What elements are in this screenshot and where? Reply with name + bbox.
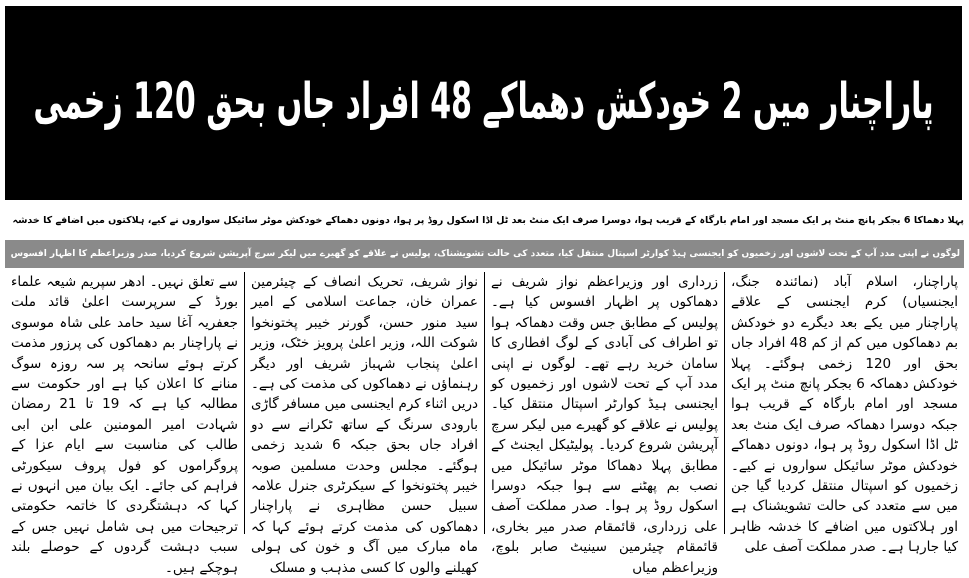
subhead-bar: لوگوں نے اپنی مدد آپ کے تحت لاشوں اور زخمیوں کو ایجنسی ہیڈ کوارٹر اسپتال منتقل کیا، متعدد کی حالت تشویشناک، پولیس نے علاقے کو گھیرے میں لیکر سرچ آپریشن شروع کردیا، صدر وزیراعظم کا اظہار افسوس — [5, 240, 964, 268]
article-column-3: نواز شریف، تحریک انصاف کے چیئرمین عمران خان، جماعت اسلامی کے امیر سید منور حسن، گورنر خیبر پختونخوا شوکت اللہ، وزیر اعلیٰ پرویز خٹک، وزیر اعلیٰ پنجاب شہباز شریف اور دیگر رہنماؤں نے دھماکوں کی مذمت کی ہے۔ دریں اثناء کرم ایجنسی میں مسافر گاڑی بارودی سرنگ کے ساتھ ٹکرانے سے دو افراد جاں بحق جبکہ 6 شدید زخمی ہوگئے۔ مجلس وحدت مسلمین صوبہ خیبر پختونخوا کے سیکرٹری جنرل علامہ سبیل حسن مظاہری نے پاراچنار دھماکوں کی مذمت کرتے ہوئے کہا کہ ماہ مبارک میں آگ و خون کی ہولی کھیلنے والوں کا کسی مذہب و مسلک — [245, 272, 485, 534]
article-columns — [5, 272, 964, 576]
article-column-1: پاراچنار، اسلام آباد (نمائندہ جنگ، ایجنسیاں) کرم ایجنسی کے علاقے پاراچنار میں یکے بعد دیگرے دو خودکش بم دھماکوں میں کم از کم 48 افراد جاں بحق اور 120 زخمی ہوگئے۔ پہلا خودکش دھماکہ 6 بجکر پانچ منٹ پر ایک مسجد اور امام بارگاہ کے قریب ہوا جبکہ دوسرا دھماکہ صرف ایک منٹ بعد ٹل اڈا اسکول روڈ پر ہوا، دونوں دھماکے خودکش موٹر سائیکل سواروں نے کیے۔ زخمیوں کو اسپتال منتقل کردیا گیا جن میں سے متعدد کی حالت تشویشناک ہے اور ہلاکتوں میں اضافے کا خدشہ ظاہر کیا جارہا ہے۔ صدر مملکت آصف علی — [731, 274, 959, 556]
article-column-2: زرداری اور وزیراعظم نواز شریف نے دھماکوں پر اظہار افسوس کیا ہے۔ پولیس کے مطابق جس وقت دھماکہ ہوا تو اطراف کی آبادی کے لوگ افطاری کا سامان خرید رہے تھے۔ لوگوں نے اپنی مدد آپ کے تحت لاشوں اور زخمیوں کو ایجنسی ہیڈ کوارٹر اسپتال منتقل کیا۔ پولیس نے علاقے کو گھیرے میں لیکر سرچ آپریشن شروع کردیا۔ پولیٹیکل ایجنٹ کے مطابق پہلا دھماکا موٹر سائیکل میں نصب بم پھٹنے سے ہوا جبکہ دوسرا اسکول روڈ پر ہوا۔ صدر مملکت آصف علی زرداری، قائمقام صدر میر بخاری، قائمقام چیئرمین سینیٹ صابر بلوچ، وزیراعظم میاں — [485, 272, 725, 534]
article-column-4: سے تعلق نہیں۔ ادھر سپریم شیعہ علماء بورڈ کے سرپرست اعلیٰ قائد ملت جعفریہ آغا سید حامد علی شاہ موسوی نے پاراچنار بم دھماکوں کی پرزور مذمت کرتے ہوئے سانحہ پر سہ روزہ سوگ منانے کا اعلان کیا ہے اور حکومت سے مطالبہ کیا ہے کہ 19 تا 21 رمضان شہادت امیر المومنین علی ابن ابی طالب کی مناسبت سے ایام عزا کے پروگراموں کو فول پروف سیکورٹی فراہم کی جائے۔ ایک بیان میں انہوں نے کہا کہ دہشتگردی کا خاتمہ حکومتی ترجیحات میں ہی شامل نہیں جس کے سبب دہشت گردوں کے حوصلے بلند ہوچکے ہیں۔ — [5, 272, 245, 534]
headline-banner — [5, 6, 962, 200]
headline: پاراچنار میں 2 خودکش دھماکے 48 افراد جاں بحق 120 زخمی — [33, 73, 934, 132]
strap-line: پہلا دھماکا 6 بجکر پانچ منٹ پر ایک مسجد اور امام بارگاہ کے قریب ہوا، دوسرا صرف ایک منٹ بعد ٹل اڈا اسکول روڈ پر ہوا، دونوں دھماکے خودکش موٹر سائیکل سواروں نے کیے، ہلاکتوں میں اضافے کا خدشہ — [12, 215, 964, 226]
